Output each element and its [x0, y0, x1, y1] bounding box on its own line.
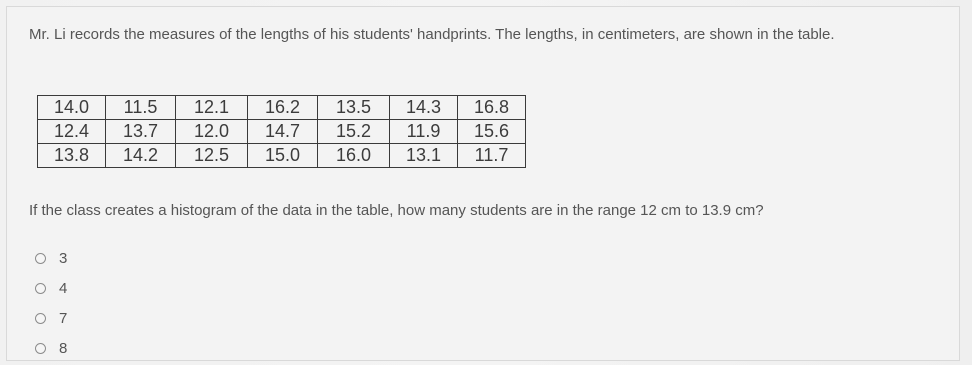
table-cell: 14.0: [38, 96, 106, 120]
question-intro: Mr. Li records the measures of the lengths of his students' handprints. The lengths, in centimeters, are shown in the table.: [29, 26, 835, 43]
table-row: [38, 120, 526, 144]
table-cell: 15.0: [248, 144, 318, 168]
answer-option[interactable]: [35, 243, 67, 273]
table-cell: 15.6: [458, 120, 526, 144]
radio-button[interactable]: [35, 253, 46, 264]
radio-button[interactable]: [35, 313, 46, 324]
radio-button[interactable]: [35, 283, 46, 294]
handprint-data-table: [37, 95, 526, 168]
answer-options: [35, 243, 67, 363]
radio-button[interactable]: [35, 343, 46, 354]
table-cell: 13.7: [106, 120, 176, 144]
table-cell: 12.1: [176, 96, 248, 120]
table-cell: 13.5: [318, 96, 390, 120]
answer-option[interactable]: [35, 273, 67, 303]
option-label: 7: [59, 309, 68, 327]
table-cell: 11.5: [106, 96, 176, 120]
question-card: [6, 6, 960, 361]
table-cell: 16.0: [318, 144, 390, 168]
option-label: 3: [59, 249, 68, 267]
table-cell: 13.1: [390, 144, 458, 168]
table-cell: 12.0: [176, 120, 248, 144]
table-cell: 13.8: [38, 144, 106, 168]
table-cell: 14.3: [390, 96, 458, 120]
table-cell: 16.8: [458, 96, 526, 120]
table-row: [38, 144, 526, 168]
option-label: 8: [59, 339, 68, 357]
answer-option[interactable]: [35, 303, 67, 333]
table-cell: 14.2: [106, 144, 176, 168]
table-cell: 15.2: [318, 120, 390, 144]
table-cell: 11.7: [458, 144, 526, 168]
table-cell: 12.4: [38, 120, 106, 144]
table-cell: 11.9: [390, 120, 458, 144]
table-cell: 14.7: [248, 120, 318, 144]
question-prompt: If the class creates a histogram of the data in the table, how many students are in the range 12 cm to 13.9 cm?: [29, 202, 764, 219]
table-cell: 16.2: [248, 96, 318, 120]
option-label: 4: [59, 279, 68, 297]
table-cell: 12.5: [176, 144, 248, 168]
table-row: [38, 96, 526, 120]
answer-option[interactable]: [35, 333, 67, 363]
